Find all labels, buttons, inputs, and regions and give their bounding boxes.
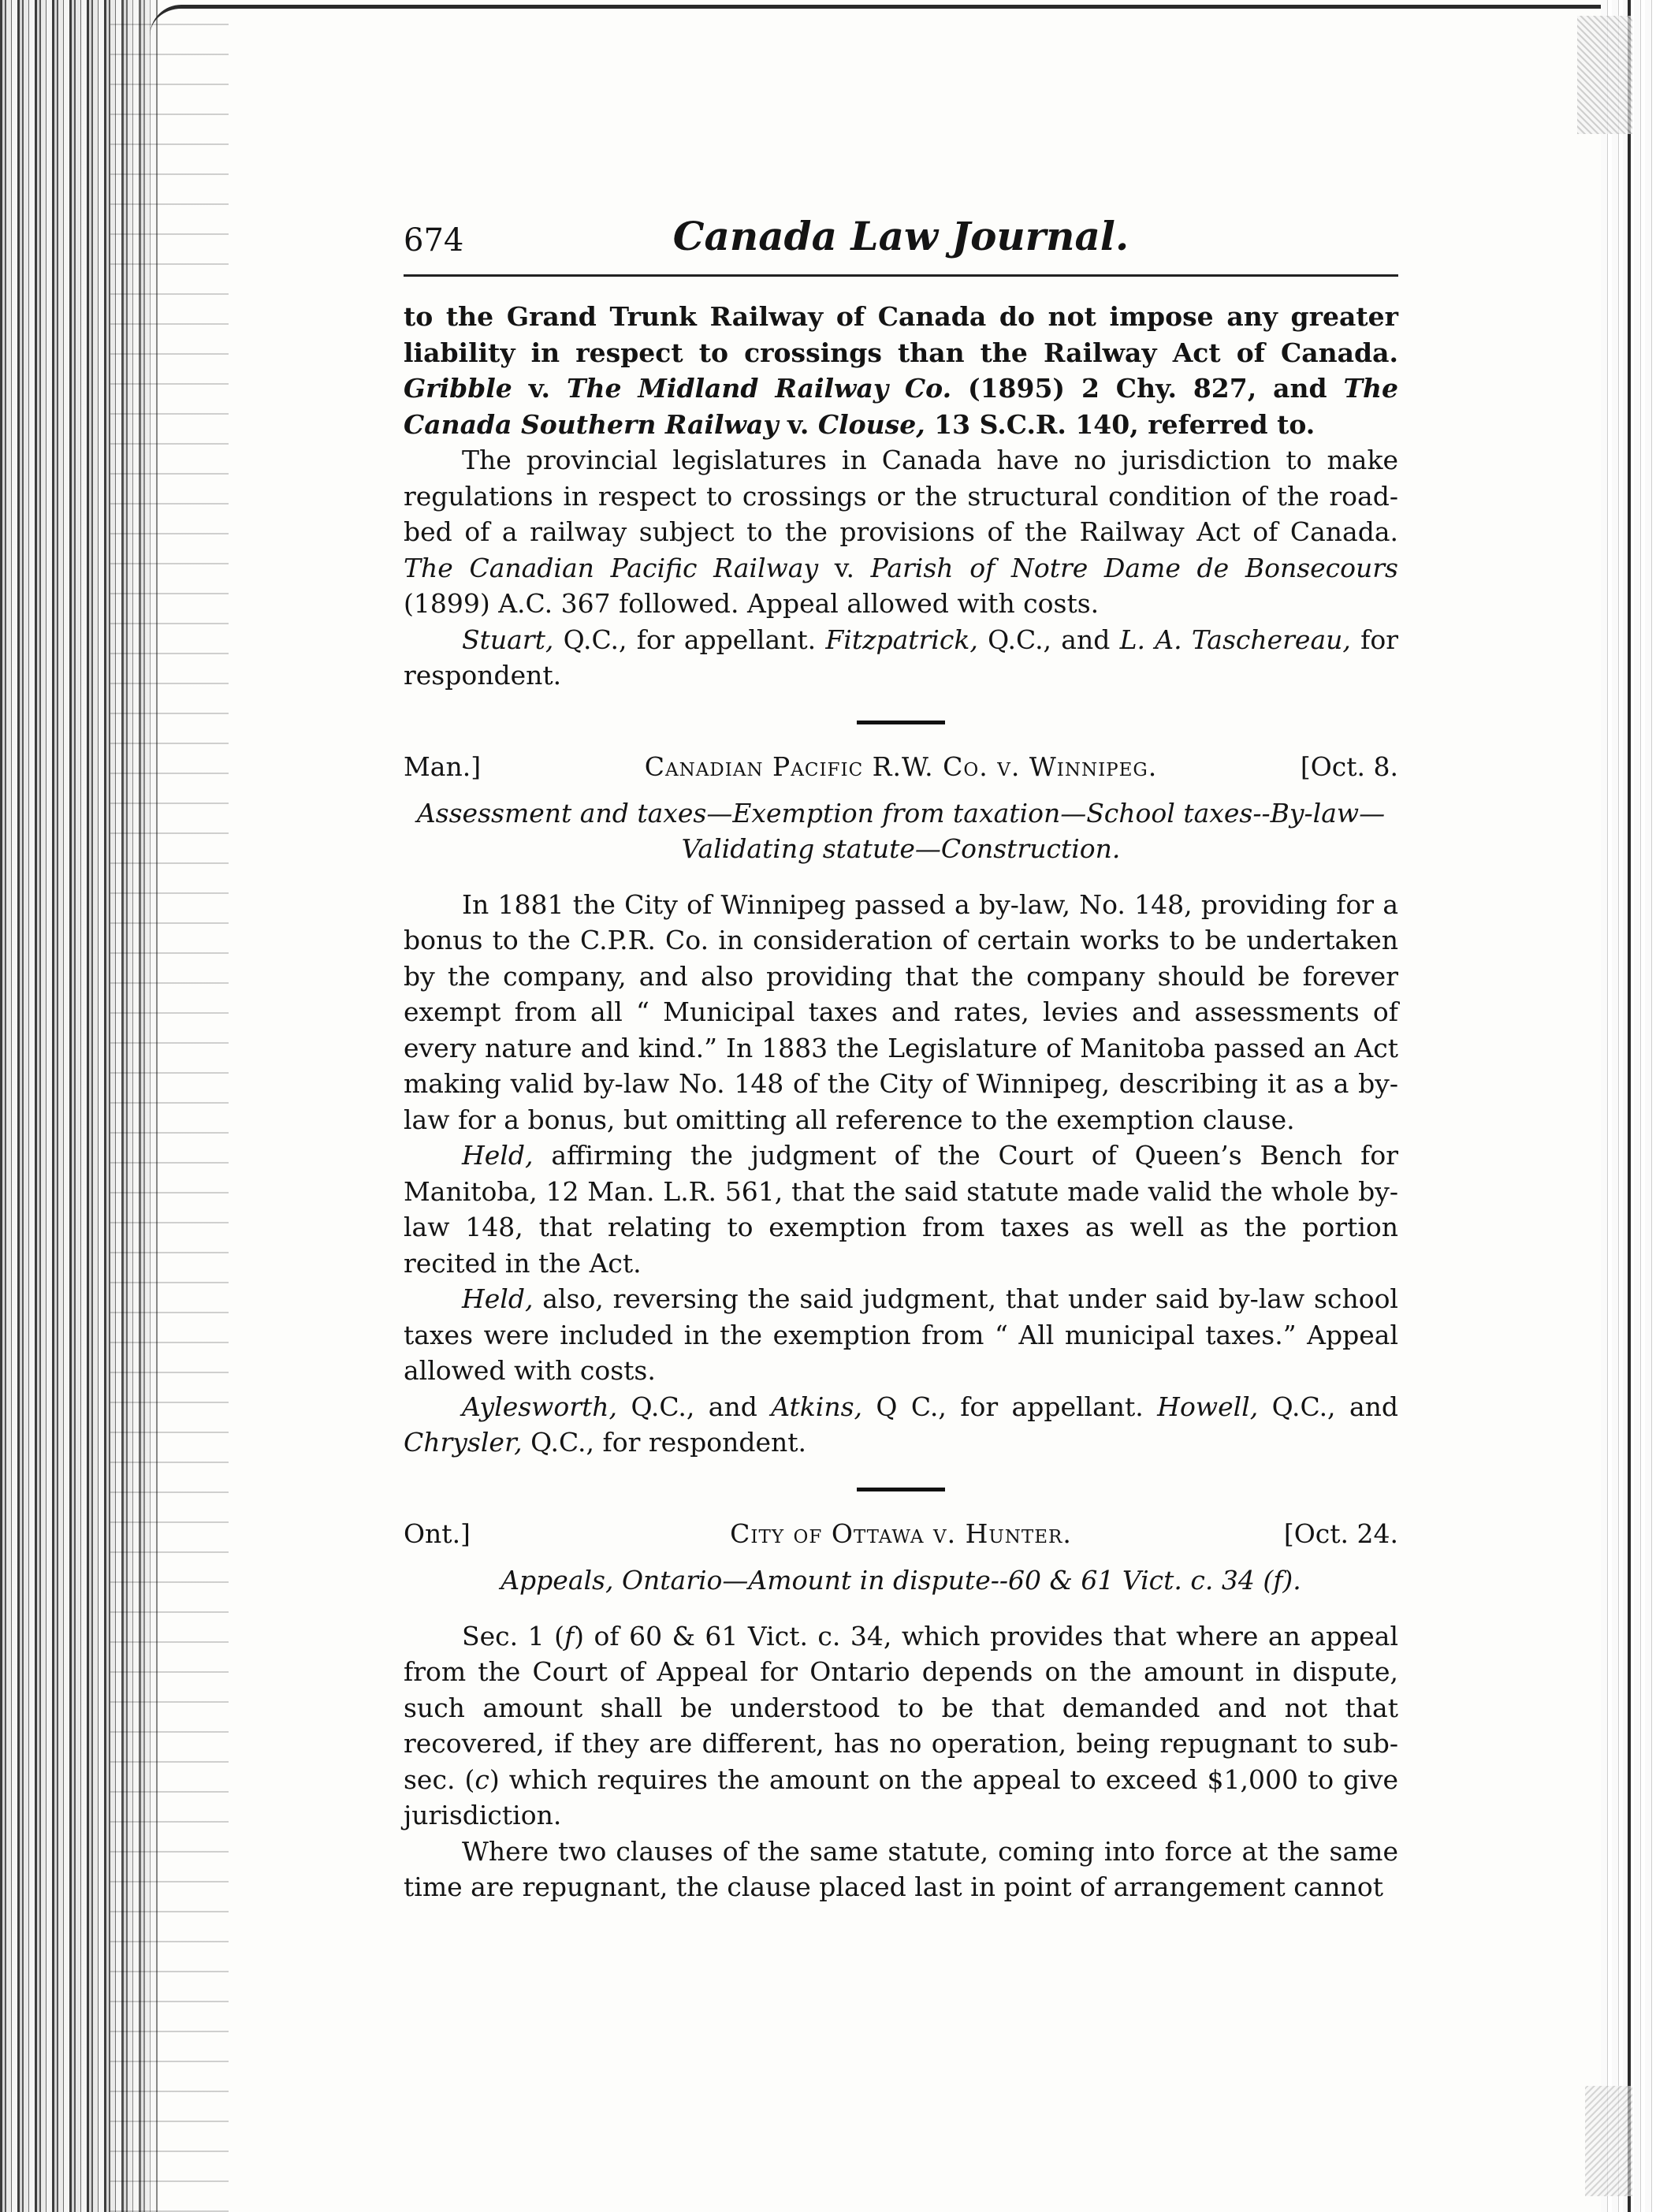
italic-text: The Canadian Pacific Railway [404,552,819,583]
italic-text: Held, [462,1140,534,1171]
running-header [404,211,1398,277]
text-run: ) which requires the amount on the appeal to exceed $1,000 to give jurisdiction. [404,1763,1398,1830]
case-date: [Oct. 24. [1283,1517,1398,1549]
counsel-paragraph [404,1389,1398,1461]
italic-text: The Midland Railway Co. [566,373,952,404]
edge-noise-top [1577,16,1632,134]
section-divider [857,1488,945,1491]
catchline [404,795,1398,866]
text-run: Where two clauses of the same statute, coming into force at the same time are repugnant, the clause placed last in point of arrangement cannot [404,1835,1398,1902]
text-run: Q.C., for respondent. [522,1427,807,1458]
catchline-line: Validating statute—Construction. [681,832,1121,864]
catchline-line: Appeals, Ontario—Amount in dispute--60 & 61 Vict. c. 34 (f). [501,1564,1301,1596]
text-run: Q.C., and [617,1391,772,1422]
text-run: also, reversing the said judgment, that under said by-law school taxes were included in the exemption from “ All municipal taxes.” Appeal allowed with costs. [404,1283,1398,1386]
text-run: for respondent. [404,624,1398,691]
section-divider [857,721,945,724]
holding-paragraph [404,1281,1398,1389]
court-label: Ont.] [404,1517,471,1549]
italic-text: L. A. Taschereau, [1119,624,1351,655]
case-heading [404,751,1398,792]
paragraph [404,442,1398,622]
paragraph [404,1834,1398,1905]
counsel-paragraph [404,622,1398,694]
italic-text: Fitzpatrick, [825,624,978,655]
text-run: v. [778,408,818,440]
edge-noise-bottom [1585,2086,1632,2196]
text-run: Q C., for appellant. [862,1391,1158,1422]
case-title: City of Ottawa v. Hunter. [730,1517,1072,1549]
text-run: In 1881 the City of Winnipeg passed a by-law, No. 148, providing for a bonus to the C.P.R. Co. in consideration of certain works to be undertaken by the company, and also providing that the company should be forever exempt from all “ Municipal taxes and rates, levies and assessments of every nature and kind.” In 1883 the Legislature of Manitoba passed an Act making valid by-law No. 148 of the City of Winnipeg, describing it as a by-law for a bonus, but omitting all reference to the exemption clause. [404,888,1398,1135]
page-content [404,211,1398,1905]
text-run: Q.C., and [977,624,1120,655]
text-run: ) of 60 & 61 Vict. c. 34, which provides that where an appeal from the Court of Appeal for Ontario depends on the amount in dispute, such amount shall be understood to be that demanded and not that recovered, if they are different, has no operation, being repugnant to sub-sec. ( [404,1620,1398,1795]
italic-text: Howell, [1157,1391,1259,1422]
page-right-edge [1601,0,1656,2212]
italic-text: Parish of Notre Dame de Bonsecours [870,552,1398,583]
catchline-line: Assessment and taxes—Exemption from taxation—School taxes--By-law— [416,797,1386,829]
text-run: Q.C., for appellant. [553,624,826,655]
court-label: Man.] [404,750,482,782]
italic-text: Atkins, [771,1391,862,1422]
catchline [404,1562,1398,1598]
text-run: Sec. 1 ( [462,1620,564,1652]
text-run: v. [818,552,871,583]
text-run: The provincial legislatures in Canada have no jurisdiction to make regulations in respect to crossings or the structural condition of the road-bed of a railway subject to the provisions of the Railway Act of Canada. [404,445,1398,547]
paragraph [404,1618,1398,1834]
case-heading [404,1518,1398,1559]
case-date: [Oct. 8. [1300,750,1398,782]
paragraph [404,887,1398,1138]
text-run: to the Grand Trunk Railway of Canada do not impose any greater liability in respect to crossings than the Railway Act of Canada. [404,301,1398,368]
text-run: affirming the judgment of the Court of Queen’s Bench for Manitoba, 12 Man. L.R. 561, that the said statute made valid the whole by-law 148, that relating to exemption from taxes as well as the portion recited in the Act. [404,1140,1398,1279]
journal-title: Canada Law Journal. [672,213,1129,259]
text-run: (1899) A.C. 367 followed. Appeal allowed with costs. [404,588,1100,619]
italic-text: c [474,1763,489,1795]
holding-paragraph [404,1138,1398,1281]
italic-text: Chrysler, [404,1427,523,1458]
italic-text: Aylesworth, [462,1391,618,1422]
paragraph [404,299,1398,442]
page-number: 674 [404,222,464,259]
italic-text: Gribble [404,373,512,404]
text-run: v. [512,373,567,404]
italic-text: Stuart, [462,624,554,655]
italic-text: Held, [462,1283,534,1314]
italic-text: The Canada Southern Railway [404,373,1398,440]
text-run: 13 S.C.R. 140, referred to. [925,408,1315,440]
page-top-edge [150,5,1655,40]
text-run: (1895) 2 Chy. 827, and [951,373,1344,404]
case-title: Canadian Pacific R.W. Co. v. Winnipeg. [644,750,1158,782]
text-run: Q.C., and [1258,1391,1398,1422]
italic-text: f [564,1620,575,1652]
gutter-shading [110,0,229,2212]
italic-text: Clouse, [817,408,925,440]
